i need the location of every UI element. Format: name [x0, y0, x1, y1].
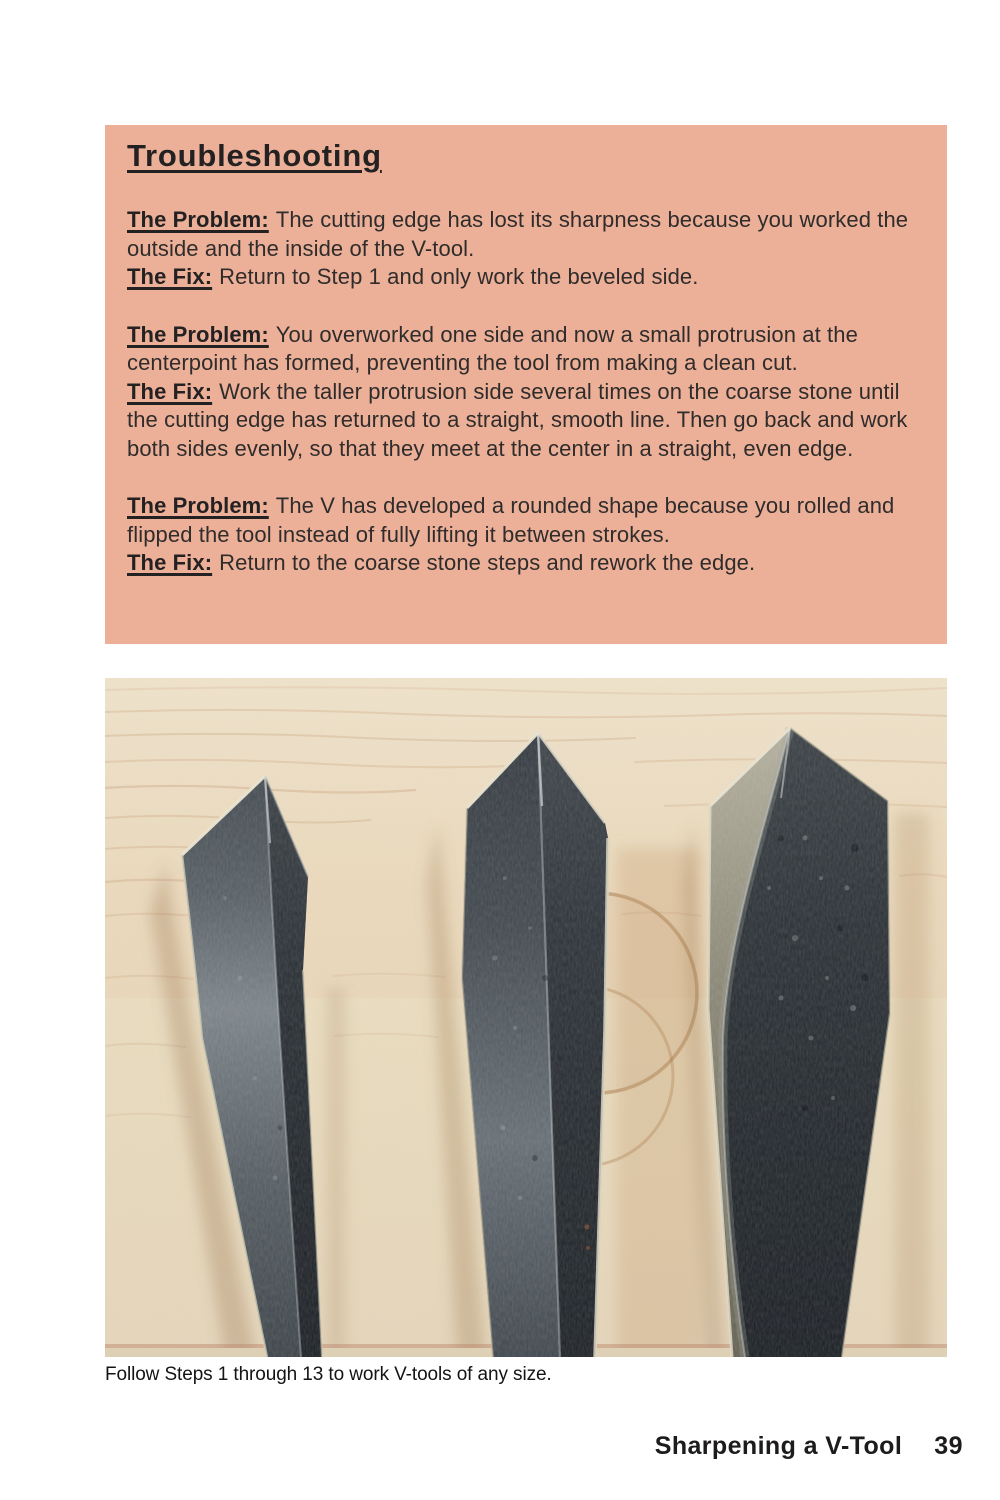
- fix-text: Return to Step 1 and only work the beveled side.: [219, 264, 699, 289]
- troubleshooting-item-1: [127, 206, 917, 292]
- footer-section-title: Sharpening a V-Tool: [654, 1432, 903, 1460]
- vtools-photo-illustration: [105, 678, 947, 1357]
- problem-label: The Problem:: [127, 207, 269, 232]
- problem-text: You overworked one side and now a small protrusion at the centerpoint has formed, preventing the tool from making a clean cut.: [127, 321, 858, 375]
- troubleshooting-item-3: [127, 492, 917, 578]
- page-footer: [655, 1432, 963, 1461]
- fix-block: [127, 263, 917, 292]
- fix-label: The Fix:: [127, 264, 213, 289]
- troubleshooting-title: Troubleshooting: [127, 138, 382, 173]
- problem-block: [127, 206, 917, 263]
- footer-page-number: 39: [934, 1432, 963, 1460]
- photo-caption: Follow Steps 1 through 13 to work V-tools of any size.: [105, 1364, 552, 1385]
- fix-label: The Fix:: [127, 378, 213, 404]
- problem-block: [127, 492, 917, 549]
- problem-label: The Problem:: [127, 493, 269, 518]
- troubleshooting-box: [105, 125, 947, 644]
- fix-block: [127, 378, 917, 464]
- problem-block: [127, 321, 917, 378]
- fix-text: Work the taller protrusion side several times on the coarse stone until the cutting edge has returned to a straight, smooth line. Then go back and work both sides evenly, so that they meet at the center in a straight, even edge.: [127, 378, 908, 461]
- problem-label: The Problem:: [127, 321, 269, 347]
- fix-text: Return to the coarse stone steps and rework the edge.: [219, 550, 756, 575]
- vtools-photo: [105, 678, 947, 1357]
- fix-label: The Fix:: [127, 550, 213, 575]
- fix-block: [127, 549, 917, 578]
- troubleshooting-item-2: [127, 321, 917, 464]
- problem-text: The V has developed a rounded shape because you rolled and flipped the tool instead of fully lifting it between strokes.: [127, 493, 895, 547]
- problem-text: The cutting edge has lost its sharpness because you worked the outside and the inside of the V-tool.: [127, 207, 909, 261]
